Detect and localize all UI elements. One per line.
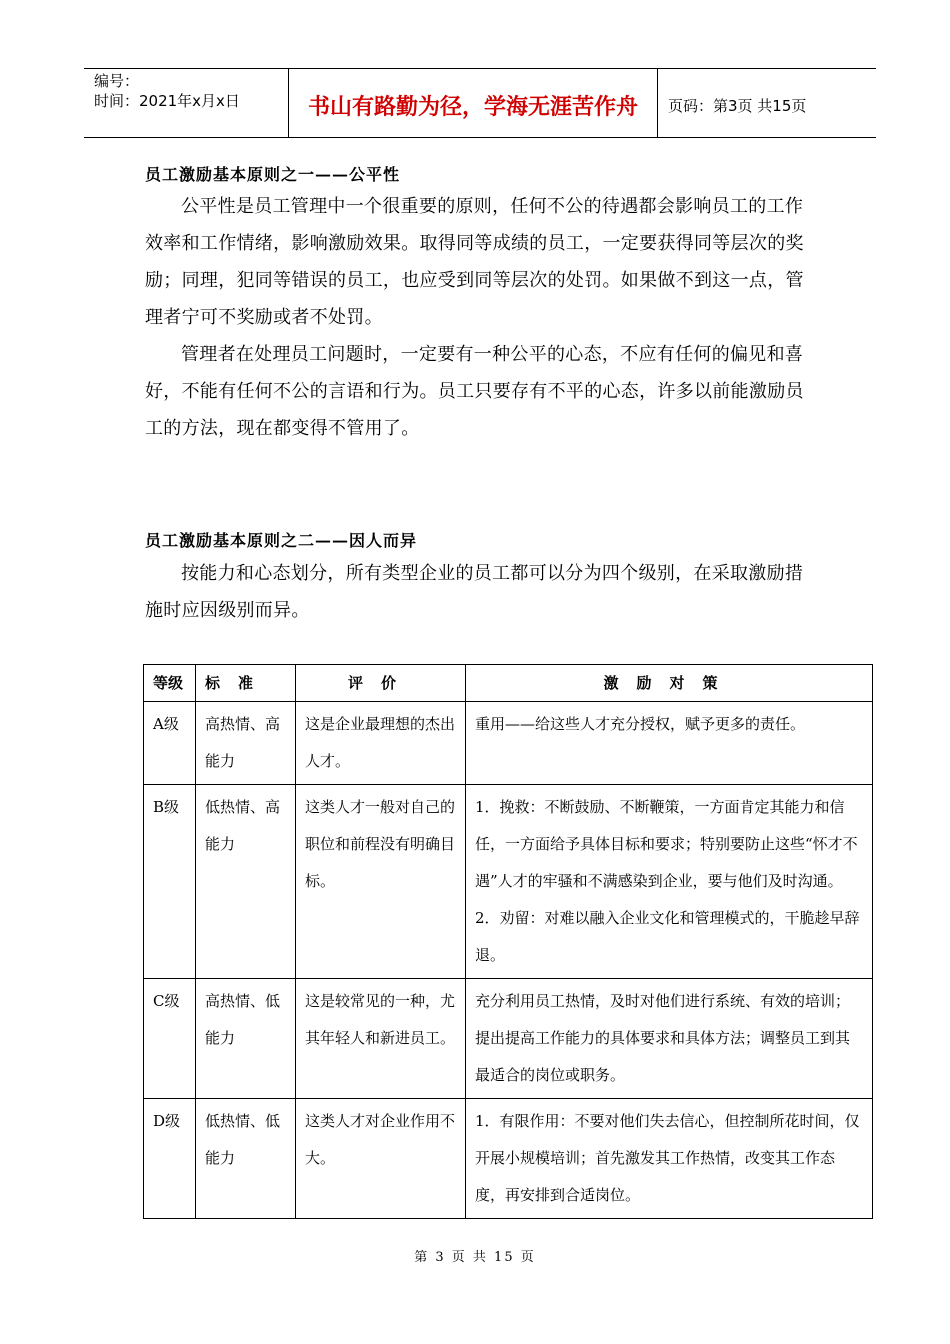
standard-cell: 低热情、高能力	[196, 785, 296, 979]
evaluation-cell: 这是企业最理想的杰出人才。	[296, 702, 466, 785]
evaluation-cell: 这类人才对企业作用不大。	[296, 1099, 466, 1219]
evaluation-cell: 这类人才一般对自己的职位和前程没有明确目标。	[296, 785, 466, 979]
page-footer: 第 3 页 共 15 页	[414, 1250, 536, 1265]
section-2-title: 员工激励基本原则之二——因人而异	[145, 531, 418, 550]
strategy-cell	[466, 702, 873, 785]
strategy-item: 1．有限作用：不要对他们失去信心，但控制所花时间，仅开展小规模培训；首先激发其工作热情，改变其工作态度，再安排到合适岗位。	[475, 1112, 860, 1204]
section-1-paragraph-1: 公平性是员工管理中一个很重要的原则，任何不公的待遇都会影响员工的工作效率和工作情绪，影响激励效果。取得同等成绩的员工，一定要获得同等层次的奖励；同理，犯同等错误的员工，也应受到同等层次的处罚。如果做不到这一点，管理者宁可不奖励或者不处罚。	[145, 196, 804, 328]
section-1-title: 员工激励基本原则之一——公平性	[145, 165, 401, 184]
standard-cell: 高热情、高能力	[196, 702, 296, 785]
document-date: 时间：2021年x月x日	[94, 92, 240, 110]
incentive-level-table	[143, 664, 873, 1219]
table-header-row	[144, 665, 873, 702]
document-number-label: 编号：	[94, 72, 140, 90]
evaluation-cell: 这是较常见的一种，尤其年轻人和新进员工。	[296, 979, 466, 1099]
table-row	[144, 702, 873, 785]
strategy-item: 重用——给这些人才充分授权，赋予更多的责任。	[475, 715, 806, 733]
table-row	[144, 785, 873, 979]
strategy-cell	[466, 1099, 873, 1219]
header-standard: 标准	[196, 665, 296, 702]
strategy-cell	[466, 785, 873, 979]
header-evaluation: 评价	[296, 665, 466, 702]
standard-cell: 低热情、低能力	[196, 1099, 296, 1219]
page-header	[84, 68, 876, 138]
standard-cell: 高热情、低能力	[196, 979, 296, 1099]
strategy-item: 1．挽救：不断鼓励、不断鞭策，一方面肯定其能力和信任，一方面给予具体目标和要求；特别要防止这些“怀才不遇”人才的牢骚和不满感染到企业，要与他们及时沟通。	[475, 798, 858, 890]
table-row	[144, 1099, 873, 1219]
header-strategy: 激励对策	[466, 665, 873, 702]
header-level: 等级	[144, 665, 196, 702]
section-2-paragraph: 按能力和心态划分，所有类型企业的员工都可以分为四个级别，在采取激励措施时应因级别而异。	[145, 563, 804, 621]
level-cell: B级	[144, 785, 196, 979]
level-cell: A级	[144, 702, 196, 785]
table-row	[144, 979, 873, 1099]
level-cell: C级	[144, 979, 196, 1099]
strategy-item: 充分利用员工热情，及时对他们进行系统、有效的培训；提出提高工作能力的具体要求和具体方法；调整员工到其最适合的岗位或职务。	[475, 992, 851, 1084]
header-motto: 书山有路勤为径，学海无涯苦作舟	[288, 69, 658, 137]
strategy-cell	[466, 979, 873, 1099]
section-1-paragraph-2: 管理者在处理员工问题时，一定要有一种公平的心态，不应有任何的偏见和喜好，不能有任何不公的言语和行为。员工只要存有不平的心态，许多以前能激励员工的方法，现在都变得不管用了。	[145, 344, 804, 439]
strategy-item: 2．劝留：对难以融入企业文化和管理模式的，干脆趁早辞退。	[475, 909, 860, 964]
header-meta	[84, 69, 288, 137]
header-page-info: 页码：第3页 共15页	[668, 96, 807, 115]
level-cell: D级	[144, 1099, 196, 1219]
